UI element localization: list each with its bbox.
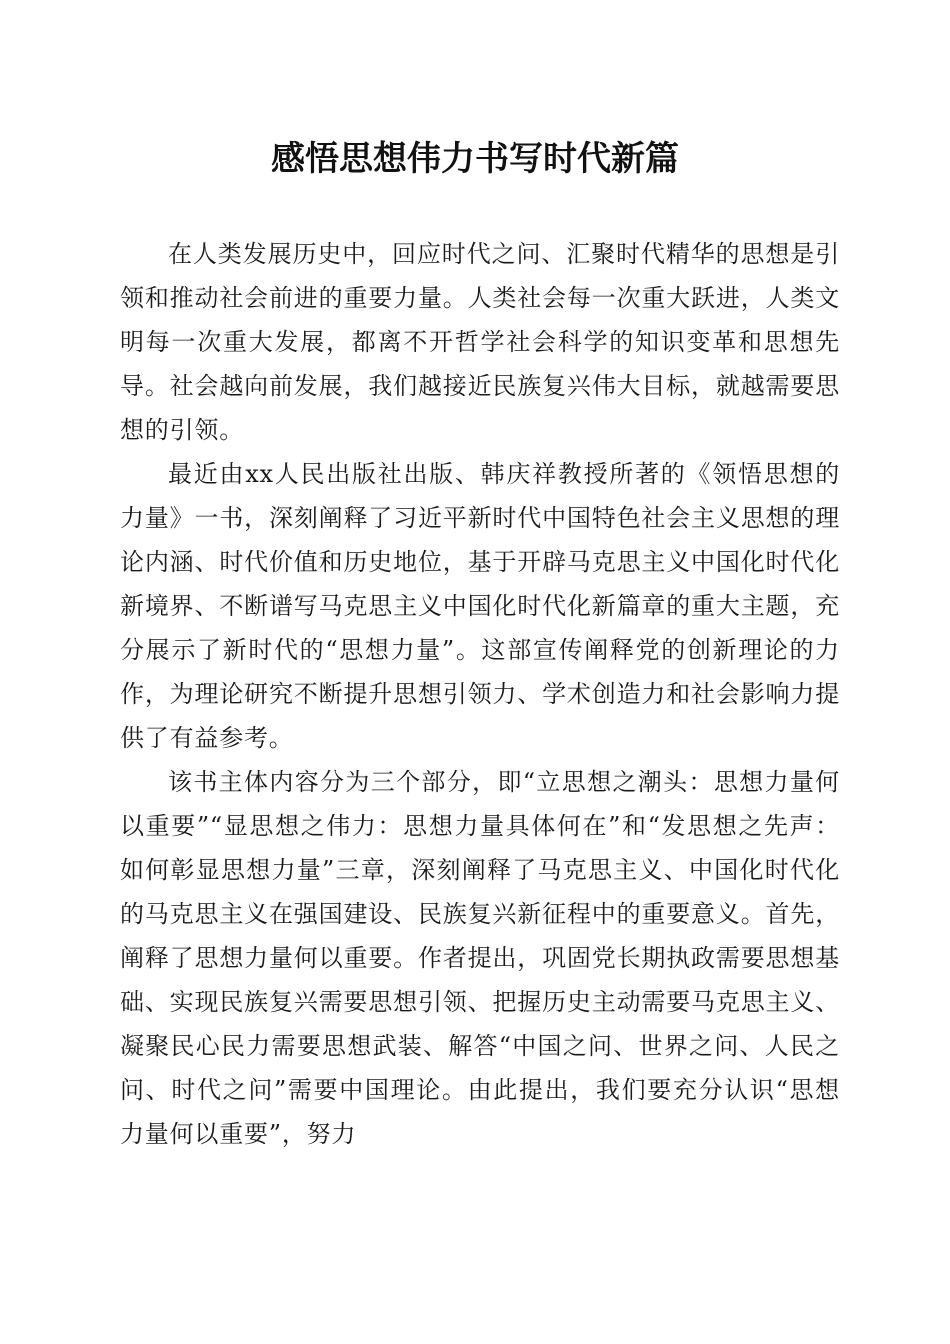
- paragraph-2: 最近由xx人民出版社出版、韩庆祥教授所著的《领悟思想的力量》一书，深刻阐释了习近平新时代中国特色社会主义思想的理论内涵、时代价值和历史地位，基于开辟马克思主义中国化时代化新境界、不断谱写马克思主义中国化时代化新篇章的重大主题，充分展示了新时代的“思想力量”。这部宣传阐释党的创新理论的力作，为理论研究不断提升思想引领力、学术创造力和社会影响力提供了有益参考。: [120, 460, 840, 752]
- document-body: [120, 232, 840, 1156]
- paragraph-1: 在人类发展历史中，回应时代之问、汇聚时代精华的思想是引领和推动社会前进的重要力量。人类社会每一次重大跃进，人类文明每一次重大发展，都离不开哲学社会科学的知识变革和思想先导。社会越向前发展，我们越接近民族复兴伟大目标，就越需要思想的引领。: [120, 240, 840, 444]
- paragraph-3: 该书主体内容分为三个部分，即“立思想之潮头：思想力量何以重要”“显思想之伟力：思想力量具体何在”和“发思想之先声：如何彰显思想力量”三章，深刻阐释了马克思主义、中国化时代化的马克思主义在强国建设、民族复兴新征程中的重要意义。首先，阐释了思想力量何以重要。作者提出，巩固党长期执政需要思想基础、实现民族复兴需要思想引领、把握历史主动需要马克思主义、凝聚民心民力需要思想武装、解答“中国之问、世界之问、人民之问、时代之问”需要中国理论。由此提出，我们要充分认识“思想力量何以重要”，努力: [120, 768, 840, 1148]
- page-title: 感悟思想伟力书写时代新篇: [271, 139, 679, 179]
